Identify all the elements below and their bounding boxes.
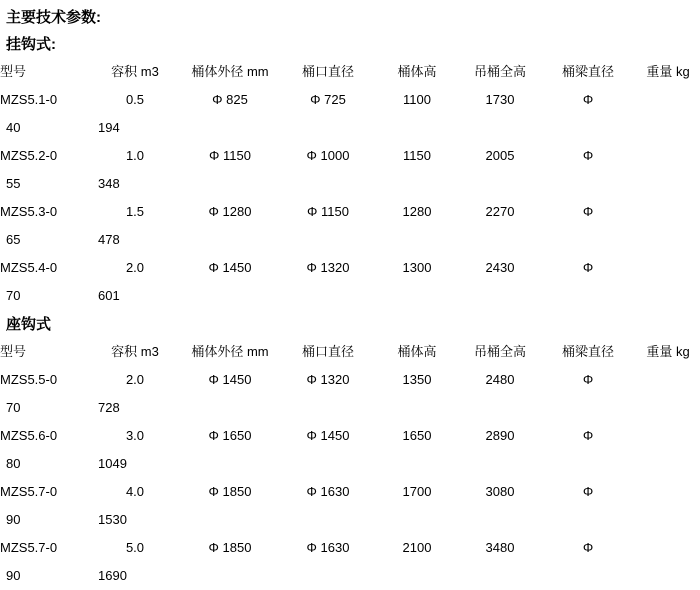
cell-body-height: 1100: [403, 92, 431, 107]
cell-empty: [636, 170, 700, 198]
cell-empty: [178, 282, 282, 310]
cell-empty: [460, 394, 540, 422]
cell-empty: [460, 170, 540, 198]
column-header-volume: 容积 m3: [111, 64, 159, 79]
column-header-total-height: 吊桶全高: [473, 344, 526, 359]
cell-body-height: 1700: [402, 484, 432, 499]
cell-beam-diameter-value: 55: [6, 176, 21, 191]
cell-beam-diameter-value: 65: [6, 232, 21, 247]
table-row-continuation: [0, 450, 700, 478]
cell-beam-diameter: Φ: [582, 540, 594, 555]
cell-empty: [374, 170, 460, 198]
cell-empty: [636, 562, 700, 590]
cell-beam-diameter: Φ: [582, 372, 594, 387]
cell-mouth-diameter: Φ 1320: [306, 372, 350, 387]
cell-beam-diameter-value: 80: [6, 456, 21, 471]
table-row: [0, 254, 700, 282]
cell-beam-diameter: Φ: [582, 204, 594, 219]
spec-table-seat-hook-type: [0, 338, 700, 590]
cell-empty: [460, 114, 540, 142]
cell-weight: [636, 422, 700, 450]
table-header-row: [0, 58, 700, 86]
cell-beam-diameter: Φ: [582, 260, 594, 275]
column-header-weight: 重量 kg: [646, 344, 690, 359]
table-row: [0, 422, 700, 450]
cell-empty: [282, 506, 374, 534]
table-body-hook-type: [0, 86, 700, 310]
cell-empty: [460, 562, 540, 590]
cell-empty: [178, 506, 282, 534]
cell-empty: [282, 282, 374, 310]
cell-total-height: 2480: [485, 372, 515, 387]
cell-weight-value: 1530: [98, 512, 127, 527]
column-header-model: 型号: [0, 64, 27, 79]
cell-empty: [374, 506, 460, 534]
table-row-continuation: [0, 562, 700, 590]
table-row: [0, 534, 700, 562]
cell-body-height: 2100: [402, 540, 432, 555]
cell-empty: [178, 114, 282, 142]
section-title-seat-hook-type: 座钩式: [6, 316, 52, 333]
cell-beam-diameter-value: 70: [6, 400, 21, 415]
cell-weight: [636, 366, 700, 394]
column-header-beam-diameter: 桶梁直径: [561, 64, 614, 79]
cell-volume: 1.5: [125, 204, 145, 219]
table-row: [0, 86, 700, 114]
cell-total-height: 2005: [485, 148, 515, 163]
cell-model: MZS5.3-0: [0, 204, 58, 219]
page-title: 主要技术参数:: [6, 9, 101, 26]
cell-model: MZS5.4-0: [0, 260, 58, 275]
table-row-continuation: [0, 114, 700, 142]
cell-weight: [636, 478, 700, 506]
cell-outer-diameter: Φ 1280: [208, 204, 252, 219]
cell-empty: [636, 282, 700, 310]
cell-empty: [636, 394, 700, 422]
cell-weight-value: 478: [98, 232, 120, 247]
cell-outer-diameter: Φ 1650: [208, 428, 252, 443]
cell-weight-value: 728: [98, 400, 120, 415]
cell-mouth-diameter: Φ 1450: [306, 428, 350, 443]
cell-outer-diameter: Φ 1450: [208, 260, 252, 275]
cell-empty: [540, 226, 636, 254]
cell-weight-value: 348: [98, 176, 120, 191]
column-header-body-height: 桶体高: [397, 344, 437, 359]
column-header-volume: 容积 m3: [111, 344, 159, 359]
cell-weight-value: 1690: [98, 568, 127, 583]
cell-empty: [374, 282, 460, 310]
cell-beam-diameter-value: 70: [6, 288, 21, 303]
cell-body-height: 1350: [402, 372, 432, 387]
cell-empty: [636, 114, 700, 142]
cell-mouth-diameter: Φ 1320: [306, 260, 350, 275]
column-header-beam-diameter: 桶梁直径: [561, 344, 614, 359]
cell-empty: [374, 394, 460, 422]
cell-weight-value: 194: [98, 120, 120, 135]
cell-total-height: 2430: [485, 260, 515, 275]
cell-empty: [636, 450, 700, 478]
cell-total-height: 3480: [485, 540, 515, 555]
cell-total-height: 1730: [485, 92, 515, 107]
cell-beam-diameter-value: 40: [6, 120, 21, 135]
cell-empty: [636, 506, 700, 534]
section-title-hook-type: 挂钩式:: [6, 36, 56, 53]
cell-empty: [460, 506, 540, 534]
cell-empty: [178, 450, 282, 478]
cell-body-height: 1150: [403, 148, 431, 163]
table-row-continuation: [0, 226, 700, 254]
column-header-total-height: 吊桶全高: [473, 64, 526, 79]
cell-weight: [636, 534, 700, 562]
column-header-body-height: 桶体高: [397, 64, 437, 79]
cell-total-height: 3080: [485, 484, 515, 499]
column-header-mouth-diameter: 桶口直径: [301, 344, 354, 359]
cell-empty: [540, 170, 636, 198]
cell-total-height: 2270: [485, 204, 515, 219]
cell-mouth-diameter: Φ 1150: [307, 204, 349, 219]
cell-empty: [460, 282, 540, 310]
cell-empty: [178, 394, 282, 422]
cell-beam-diameter: Φ: [582, 92, 594, 107]
cell-weight: [636, 254, 700, 282]
table-row-continuation: [0, 394, 700, 422]
table-row-continuation: [0, 506, 700, 534]
cell-beam-diameter-value: 90: [6, 512, 21, 527]
cell-empty: [460, 226, 540, 254]
table-row: [0, 366, 700, 394]
cell-empty: [178, 170, 282, 198]
cell-weight: [636, 198, 700, 226]
column-header-outer-diameter: 桶体外径 mm: [191, 344, 269, 359]
cell-model: MZS5.1-0: [0, 92, 58, 107]
table-row: [0, 478, 700, 506]
cell-empty: [540, 506, 636, 534]
column-header-mouth-diameter: 桶口直径: [301, 64, 354, 79]
cell-total-height: 2890: [485, 428, 515, 443]
cell-model: MZS5.6-0: [0, 428, 58, 443]
cell-volume: 2.0: [125, 260, 145, 275]
cell-body-height: 1300: [402, 260, 432, 275]
cell-model: MZS5.5-0: [0, 372, 58, 387]
cell-outer-diameter: Φ 825: [212, 92, 248, 107]
column-header-model: 型号: [0, 344, 27, 359]
cell-outer-diameter: Φ 1450: [208, 372, 252, 387]
cell-weight-value: 1049: [98, 456, 127, 471]
cell-volume: 5.0: [125, 540, 145, 555]
cell-empty: [540, 282, 636, 310]
table-header-row: [0, 338, 700, 366]
column-header-weight: 重量 kg: [646, 64, 690, 79]
cell-body-height: 1280: [402, 204, 432, 219]
cell-empty: [282, 562, 374, 590]
cell-empty: [374, 114, 460, 142]
cell-beam-diameter-value: 90: [6, 568, 21, 583]
cell-empty: [282, 394, 374, 422]
table-header-seat-hook-type: [0, 338, 700, 366]
cell-empty: [540, 394, 636, 422]
column-header-outer-diameter: 桶体外径 mm: [191, 64, 269, 79]
table-row-continuation: [0, 170, 700, 198]
cell-outer-diameter: Φ 1850: [208, 484, 252, 499]
cell-empty: [540, 114, 636, 142]
cell-weight: [636, 86, 700, 114]
cell-beam-diameter: Φ: [582, 484, 594, 499]
table-body-seat-hook-type: [0, 366, 700, 590]
cell-weight: [636, 142, 700, 170]
cell-volume: 0.5: [125, 92, 145, 107]
cell-model: MZS5.7-0: [0, 540, 58, 555]
cell-empty: [178, 562, 282, 590]
cell-volume: 2.0: [125, 372, 145, 387]
cell-mouth-diameter: Φ 1000: [306, 148, 350, 163]
table-header-hook-type: [0, 58, 700, 86]
cell-mouth-diameter: Φ 1630: [306, 484, 350, 499]
cell-empty: [282, 450, 374, 478]
cell-empty: [178, 226, 282, 254]
cell-empty: [540, 450, 636, 478]
cell-beam-diameter: Φ: [582, 148, 594, 163]
table-row-continuation: [0, 282, 700, 310]
cell-empty: [374, 226, 460, 254]
cell-empty: [374, 562, 460, 590]
cell-mouth-diameter: Φ 1630: [306, 540, 350, 555]
cell-empty: [540, 562, 636, 590]
cell-outer-diameter: Φ 1150: [209, 148, 251, 163]
cell-empty: [282, 114, 374, 142]
cell-body-height: 1650: [402, 428, 432, 443]
cell-empty: [282, 226, 374, 254]
spec-table-hook-type: [0, 58, 700, 310]
cell-empty: [282, 170, 374, 198]
cell-empty: [460, 450, 540, 478]
cell-volume: 3.0: [125, 428, 145, 443]
table-row: [0, 142, 700, 170]
table-row: [0, 198, 700, 226]
cell-model: MZS5.2-0: [0, 148, 58, 163]
cell-volume: 1.0: [125, 148, 145, 163]
cell-volume: 4.0: [125, 484, 145, 499]
cell-mouth-diameter: Φ 725: [310, 92, 346, 107]
cell-empty: [374, 450, 460, 478]
cell-weight-value: 601: [98, 288, 120, 303]
cell-outer-diameter: Φ 1850: [208, 540, 252, 555]
cell-beam-diameter: Φ: [582, 428, 594, 443]
cell-model: MZS5.7-0: [0, 484, 58, 499]
cell-empty: [636, 226, 700, 254]
